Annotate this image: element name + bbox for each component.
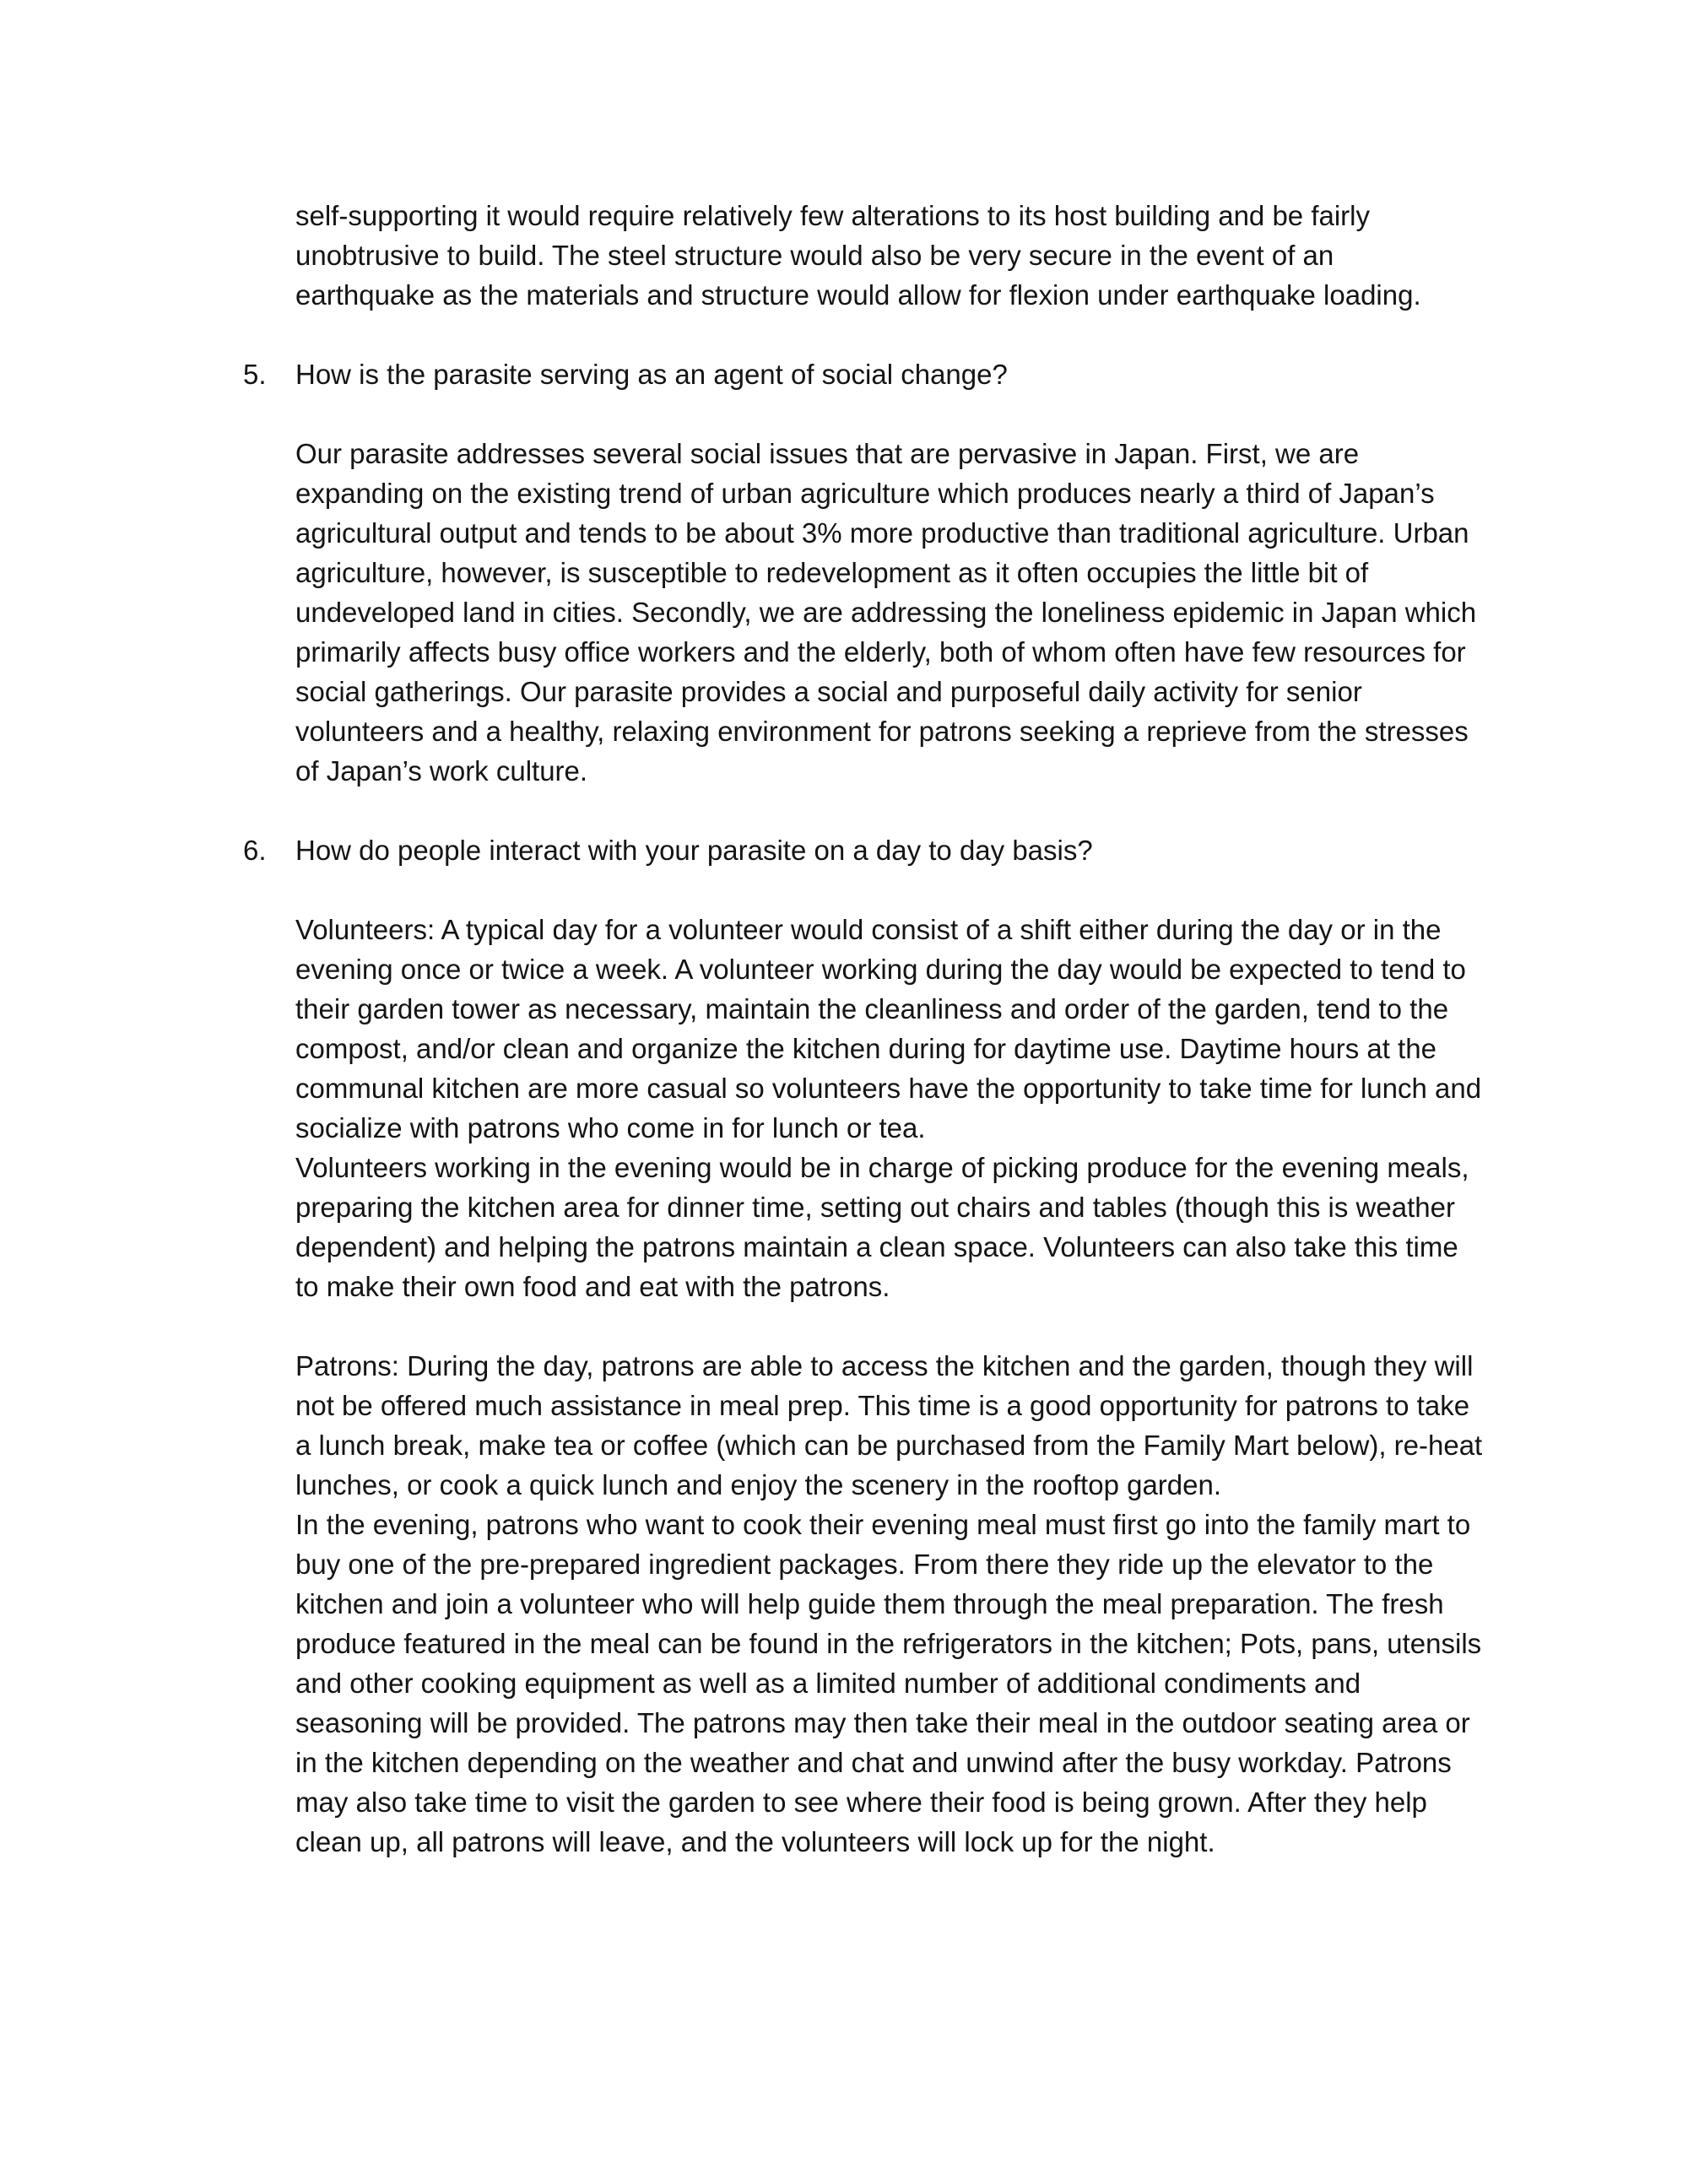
question-6	[243, 830, 1485, 870]
answer-5	[295, 434, 1485, 791]
document-body	[243, 196, 1485, 1862]
spacer	[295, 1306, 1485, 1346]
question-number: 5.	[243, 359, 267, 390]
spacer	[295, 315, 1485, 354]
volunteers-day-paragraph: Volunteers: A typical day for a volunteer would consist of a shift either during the day or in the evening once or twice a week. A volunteer working during the day would be expected to tend to their garden tower as necessary, maintain the cleanliness and order of the garden, tend to the compost, and/or clean and organize the kitchen during for daytime use. Daytime hours at the communal kitchen are more casual so volunteers have the opportunity to take time for lunch and socialize with patrons who come in for lunch or tea.	[295, 914, 1482, 1143]
patrons-day-paragraph: Patrons: During the day, patrons are able to access the kitchen and the garden, though they will not be offered much assistance in meal prep. This time is a good opportunity for patrons to take a lunch break, make tea or coffee (which can be purchased from the Family Mart below), re-heat lunches, or cook a quick lunch and enjoy the scenery in the rooftop garden.	[295, 1350, 1483, 1500]
spacer	[295, 870, 1485, 910]
question-5	[243, 354, 1485, 394]
spacer	[295, 791, 1485, 830]
question-text: How is the parasite serving as an agent of social change?	[295, 359, 1008, 390]
spacer	[295, 394, 1485, 434]
patrons-evening-paragraph: In the evening, patrons who want to cook their evening meal must first go into the family mart to buy one of the pre-prepared ingredient packages. From there they ride up the elevator to the kitchen and join a volunteer who will help guide them through the meal preparation. The fresh produce featured in the meal can be found in the refrigerators in the kitchen; Pots, pans, utensils and other cooking equipment as well as a limited number of additional condiments and seasoning will be provided. The patrons may then take their meal in the outdoor seating area or in the kitchen depending on the weather and chat and unwind after the busy workday. Patrons may also take time to visit the garden to see where their food is being grown. After they help clean up, all patrons will leave, and the volunteers will lock up for the night.	[295, 1509, 1482, 1857]
volunteers-evening-paragraph: Volunteers working in the evening would be in charge of picking produce for the evening meals, preparing the kitchen area for dinner time, setting out chairs and tables (though this is weather dependent) and helping the patrons maintain a clean space. Volunteers can also take this time to make their own food and eat with the patrons.	[295, 1152, 1469, 1302]
question-text: How do people interact with your parasite on a day to day basis?	[295, 835, 1093, 866]
question-number: 6.	[243, 835, 267, 866]
answer-6-patrons	[295, 1346, 1485, 1862]
answer-paragraph: Our parasite addresses several social issues that are pervasive in Japan. First, we are expanding on the existing trend of urban agriculture which produces nearly a third of Japan’s agricultural output and tends to be about 3% more productive than traditional agriculture. Urban agriculture, however, is susceptible to redevelopment as it often occupies the little bit of undeveloped land in cities. Secondly, we are addressing the loneliness epidemic in Japan which primarily affects busy office workers and the elderly, both of whom often have few resources for social gatherings. Our parasite provides a social and purposeful daily activity for senior volunteers and a healthy, relaxing environment for patrons seeking a reprieve from the stresses of Japan’s work culture.	[295, 438, 1477, 787]
answer-6-volunteers	[295, 910, 1485, 1306]
continuation-paragraph: self-supporting it would require relatively few alterations to its host building and be fairly unobtrusive to build. The steel structure would also be very secure in the event of an earthquake as the materials and structure would allow for flexion under earthquake loading.	[295, 200, 1421, 311]
